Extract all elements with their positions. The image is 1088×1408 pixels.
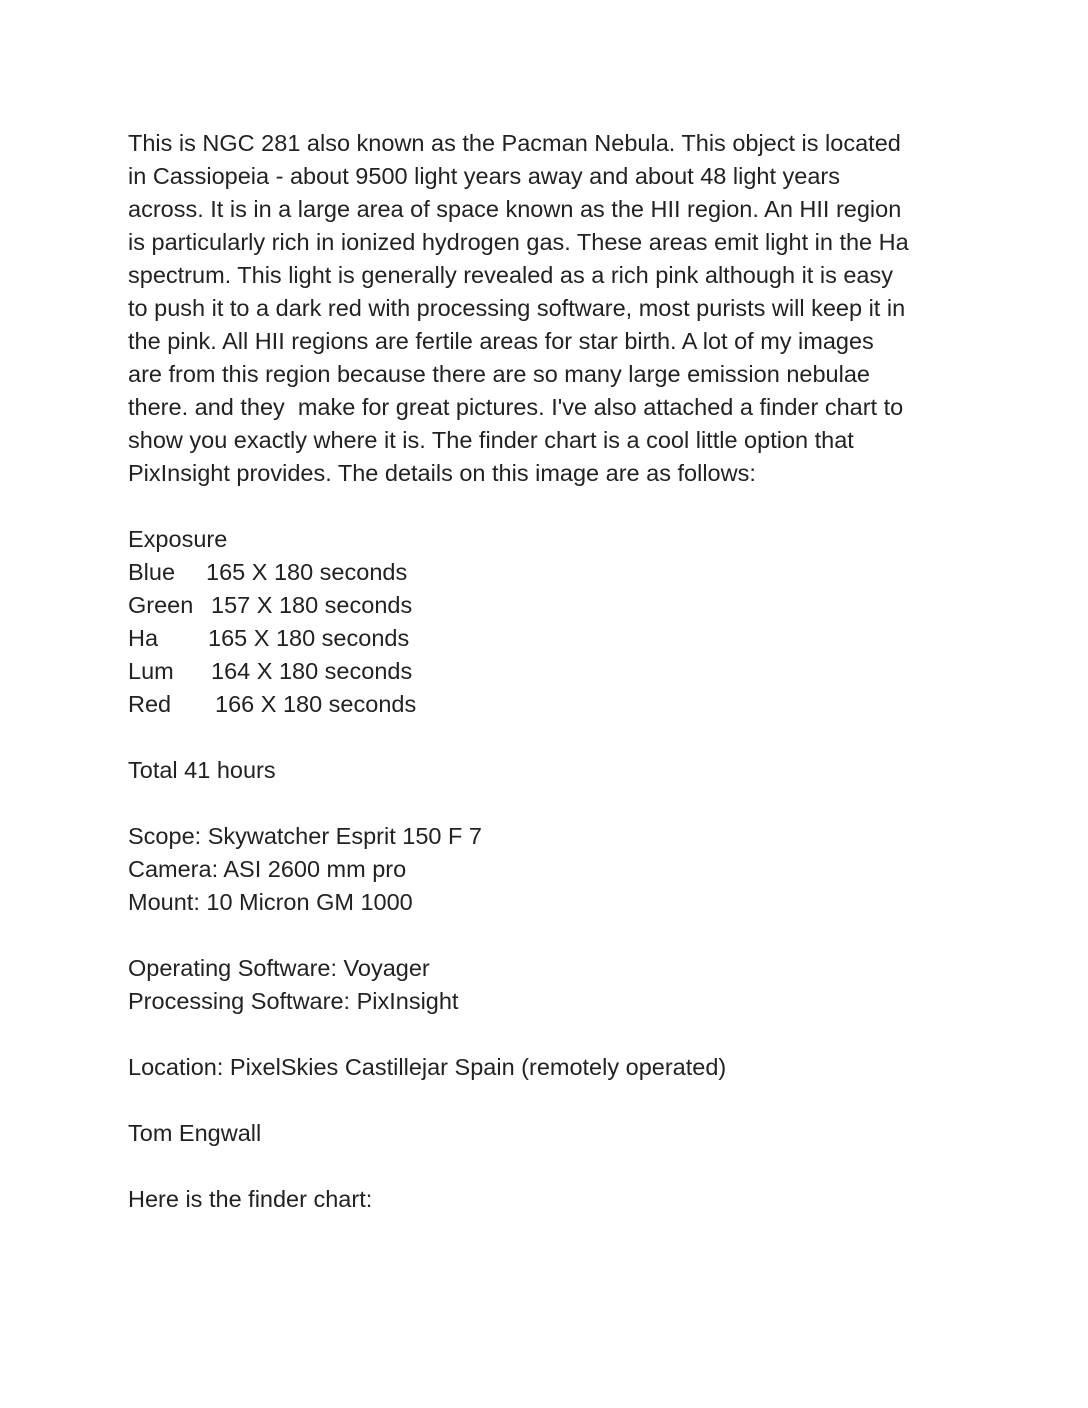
exposure-filter: Green — [128, 592, 194, 618]
intro-line: is particularly rich in ionized hydrogen gas. These areas emit light in the Ha — [128, 229, 909, 255]
spacer — [128, 1084, 968, 1117]
intro-line: in Cassiopeia - about 9500 light years away and about 48 light years — [128, 163, 840, 189]
exposure-row — [128, 688, 968, 721]
exposure-row — [128, 622, 968, 655]
location-line: Location: PixelSkies Castillejar Spain (remotely operated) — [128, 1054, 727, 1080]
scope-line: Scope: Skywatcher Esprit 150 F 7 — [128, 823, 482, 849]
intro-line: show you exactly where it is. The finder chart is a cool little option that — [128, 427, 854, 453]
operating-software-line: Operating Software: Voyager — [128, 955, 430, 981]
intro-line: there. and they make for great pictures. I've also attached a finder chart to — [128, 394, 904, 420]
intro-line: This is NGC 281 also known as the Pacman Nebula. This object is located — [128, 130, 901, 156]
document-page — [128, 127, 968, 1216]
intro-paragraph — [128, 127, 968, 490]
exposure-row — [128, 655, 968, 688]
exposure-value: 165 X 180 seconds — [206, 559, 408, 585]
spacer — [128, 1150, 968, 1183]
exposure-value: 165 X 180 seconds — [208, 625, 410, 651]
intro-line: PixInsight provides. The details on this image are as follows: — [128, 460, 756, 486]
exposure-value: 157 X 180 seconds — [211, 592, 413, 618]
exposure-row — [128, 556, 968, 589]
processing-software-line: Processing Software: PixInsight — [128, 988, 459, 1014]
intro-line: the pink. All HII regions are fertile areas for star birth. A lot of my images — [128, 328, 874, 354]
spacer — [128, 787, 968, 820]
intro-line: across. It is in a large area of space known as the HII region. An HII region — [128, 196, 902, 222]
exposure-heading: Exposure — [128, 526, 228, 552]
exposure-filter: Lum — [128, 658, 174, 684]
spacer — [128, 490, 968, 523]
exposure-section — [128, 523, 968, 721]
intro-line: are from this region because there are so many large emission nebulae — [128, 361, 870, 387]
intro-line: spectrum. This light is generally revealed as a rich pink although it is easy — [128, 262, 894, 288]
equipment-section — [128, 820, 968, 919]
mount-line: Mount: 10 Micron GM 1000 — [128, 889, 413, 915]
exposure-value: 166 X 180 seconds — [215, 691, 417, 717]
spacer — [128, 1018, 968, 1051]
exposure-filter: Ha — [128, 625, 159, 651]
total-exposure: Total 41 hours — [128, 757, 276, 783]
exposure-filter: Red — [128, 691, 172, 717]
software-section — [128, 952, 968, 1018]
intro-line: to push it to a dark red with processing software, most purists will keep it in — [128, 295, 906, 321]
exposure-row — [128, 589, 968, 622]
finder-chart-intro: Here is the finder chart: — [128, 1186, 373, 1212]
spacer — [128, 919, 968, 952]
exposure-filter: Blue — [128, 559, 176, 585]
author-signature: Tom Engwall — [128, 1120, 262, 1146]
spacer — [128, 721, 968, 754]
camera-line: Camera: ASI 2600 mm pro — [128, 856, 407, 882]
exposure-value: 164 X 180 seconds — [211, 658, 413, 684]
